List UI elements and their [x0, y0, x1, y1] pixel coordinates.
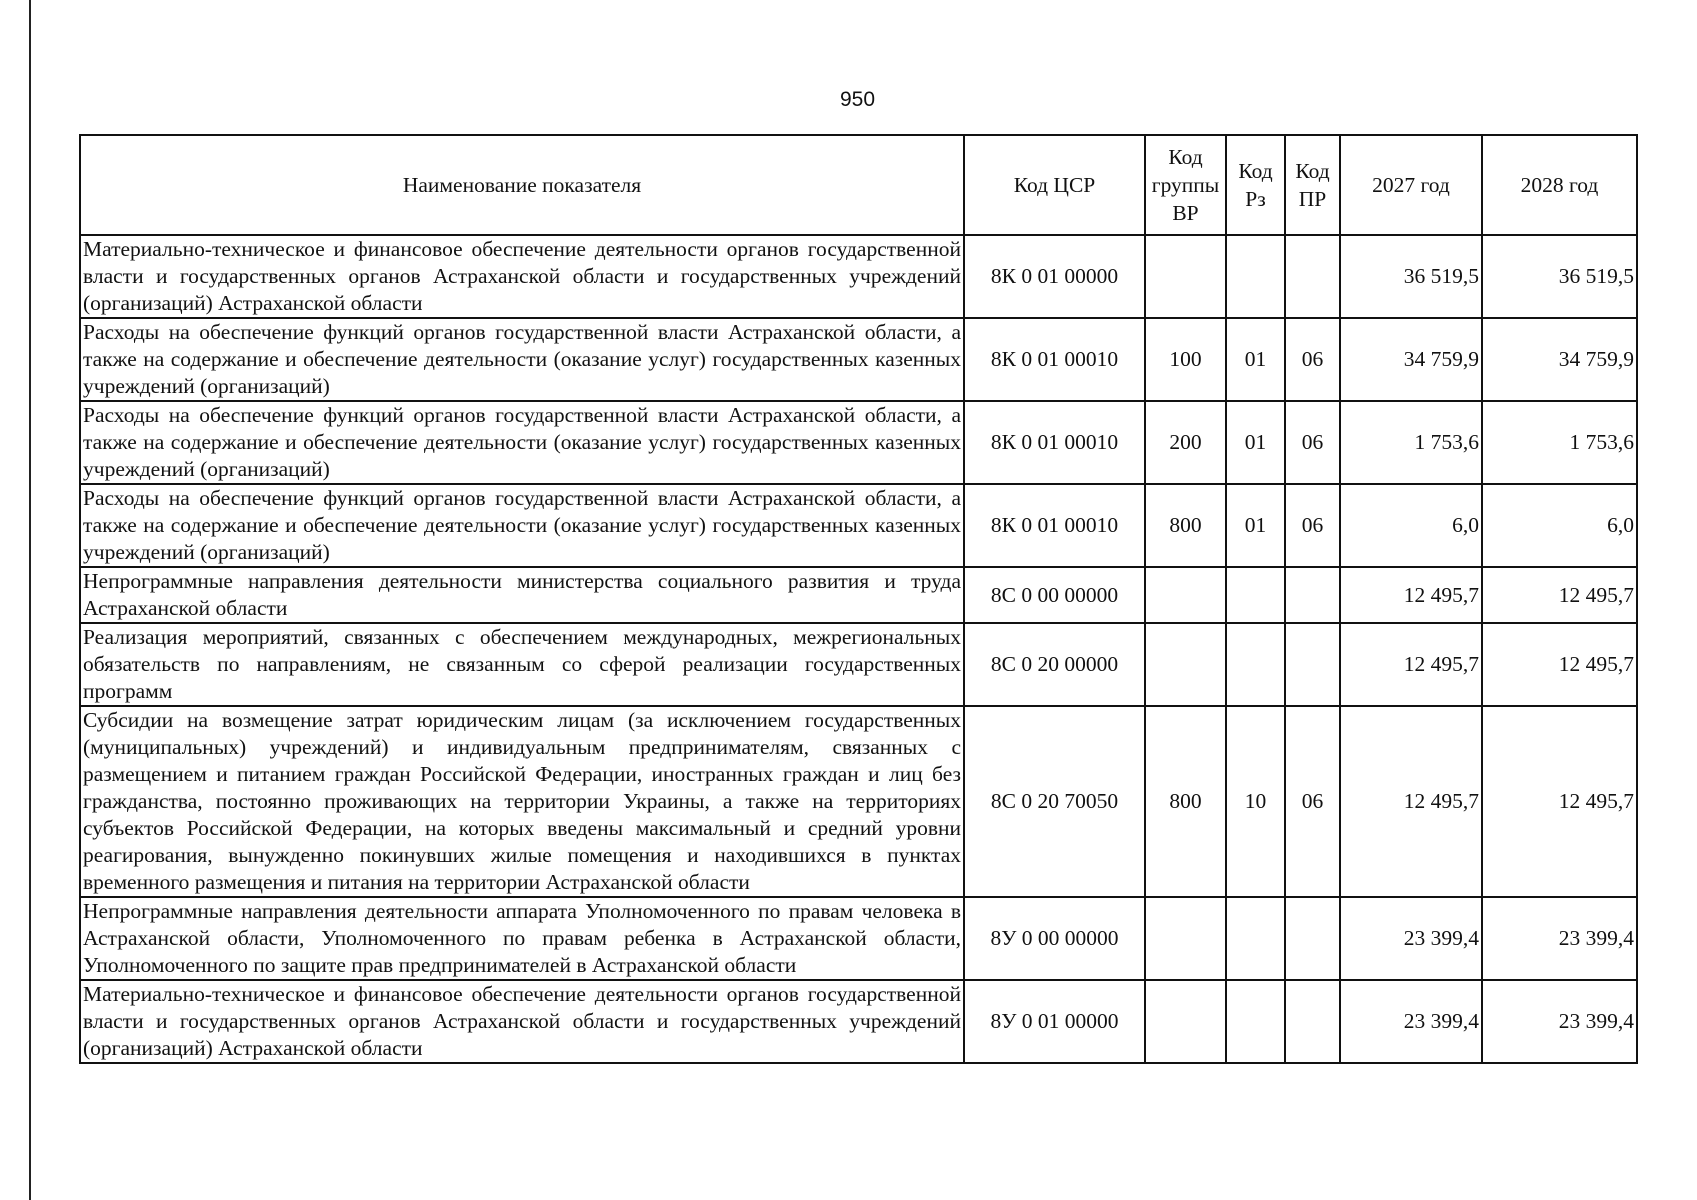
cell-pr [1285, 623, 1340, 706]
cell-2027: 36 519,5 [1340, 235, 1482, 318]
cell-rz: 01 [1226, 401, 1285, 484]
cell-2027: 23 399,4 [1340, 897, 1482, 980]
table-row [80, 401, 1637, 484]
cell-2028: 36 519,5 [1482, 235, 1637, 318]
cell-vr: 800 [1145, 484, 1226, 567]
cell-vr [1145, 980, 1226, 1063]
cell-name: Непрограммные направления деятельности аппарата Уполномоченного по правам человека в Астраханской области, Уполномоченного по правам ребенка в Астраханской области, Уполномоченного по защите прав предпринимателей в Астраханской области [80, 897, 964, 980]
cell-2027: 1 753,6 [1340, 401, 1482, 484]
cell-csr: 8К 0 01 00010 [964, 318, 1145, 401]
cell-vr: 100 [1145, 318, 1226, 401]
cell-rz: 01 [1226, 484, 1285, 567]
table-row [80, 484, 1637, 567]
cell-rz [1226, 235, 1285, 318]
table-row [80, 980, 1637, 1063]
cell-2027: 12 495,7 [1340, 706, 1482, 897]
cell-2027: 12 495,7 [1340, 623, 1482, 706]
table-row [80, 623, 1637, 706]
header-2027: 2027 год [1340, 135, 1482, 235]
cell-pr [1285, 897, 1340, 980]
page-margin-rule [29, 0, 31, 1200]
cell-vr: 800 [1145, 706, 1226, 897]
cell-name: Материально-техническое и финансовое обеспечение деятельности органов государственной власти и государственных органов Астраханской области и государственных учреждений (организаций) Астраханской области [80, 235, 964, 318]
cell-csr: 8С 0 20 70050 [964, 706, 1145, 897]
cell-name: Расходы на обеспечение функций органов государственной власти Астраханской области, а также на содержание и обеспечение деятельности (оказание услуг) государственных казенных учреждений (организаций) [80, 318, 964, 401]
table-row [80, 235, 1637, 318]
cell-rz [1226, 980, 1285, 1063]
cell-csr: 8К 0 01 00010 [964, 484, 1145, 567]
cell-csr: 8К 0 01 00000 [964, 235, 1145, 318]
header-pr: Код ПР [1285, 135, 1340, 235]
cell-vr [1145, 235, 1226, 318]
cell-rz [1226, 897, 1285, 980]
budget-table [79, 134, 1638, 1064]
cell-rz: 10 [1226, 706, 1285, 897]
cell-2028: 12 495,7 [1482, 567, 1637, 623]
cell-2027: 12 495,7 [1340, 567, 1482, 623]
table-row [80, 567, 1637, 623]
table-row [80, 318, 1637, 401]
cell-vr: 200 [1145, 401, 1226, 484]
cell-pr [1285, 980, 1340, 1063]
cell-csr: 8С 0 00 00000 [964, 567, 1145, 623]
table-row [80, 706, 1637, 897]
cell-2028: 23 399,4 [1482, 980, 1637, 1063]
cell-name: Субсидии на возмещение затрат юридическим лицам (за исключением государственных (муниципальных) учреждений) и индивидуальным предпринимателям, связанных с размещением и питанием граждан Российской Федерации, иностранных граждан и лиц без гражданства, постоянно проживающих на территории Украины, а также на территориях субъектов Российской Федерации, на которых введены максимальный и средний уровни реагирования, вынужденно покинувших жилые помещения и находившихся в пунктах временного размещения и питания на территории Астраханской области [80, 706, 964, 897]
cell-csr: 8С 0 20 00000 [964, 623, 1145, 706]
header-vr: Код группы ВР [1145, 135, 1226, 235]
cell-2028: 1 753,6 [1482, 401, 1637, 484]
cell-pr [1285, 235, 1340, 318]
header-csr: Код ЦСР [964, 135, 1145, 235]
cell-pr: 06 [1285, 484, 1340, 567]
cell-csr: 8У 0 01 00000 [964, 980, 1145, 1063]
table-row [80, 897, 1637, 980]
cell-rz [1226, 567, 1285, 623]
cell-name: Расходы на обеспечение функций органов государственной власти Астраханской области, а также на содержание и обеспечение деятельности (оказание услуг) государственных казенных учреждений (организаций) [80, 401, 964, 484]
cell-2027: 6,0 [1340, 484, 1482, 567]
cell-pr: 06 [1285, 401, 1340, 484]
cell-2028: 12 495,7 [1482, 623, 1637, 706]
cell-rz: 01 [1226, 318, 1285, 401]
cell-pr: 06 [1285, 706, 1340, 897]
header-name: Наименование показателя [80, 135, 964, 235]
cell-2028: 34 759,9 [1482, 318, 1637, 401]
cell-2028: 6,0 [1482, 484, 1637, 567]
page-number: 950 [839, 88, 876, 111]
cell-2028: 12 495,7 [1482, 706, 1637, 897]
cell-csr: 8У 0 00 00000 [964, 897, 1145, 980]
cell-vr [1145, 567, 1226, 623]
cell-vr [1145, 897, 1226, 980]
header-rz: Код Рз [1226, 135, 1285, 235]
table-header-row [80, 135, 1637, 235]
cell-2027: 34 759,9 [1340, 318, 1482, 401]
cell-name: Расходы на обеспечение функций органов государственной власти Астраханской области, а также на содержание и обеспечение деятельности (оказание услуг) государственных казенных учреждений (организаций) [80, 484, 964, 567]
cell-csr: 8К 0 01 00010 [964, 401, 1145, 484]
cell-name: Материально-техническое и финансовое обеспечение деятельности органов государственной власти и государственных органов Астраханской области и государственных учреждений (организаций) Астраханской области [80, 980, 964, 1063]
cell-name: Реализация мероприятий, связанных с обеспечением международных, межрегиональных обязательств по направлениям, не связанным со сферой реализации государственных программ [80, 623, 964, 706]
cell-vr [1145, 623, 1226, 706]
cell-pr [1285, 567, 1340, 623]
header-2028: 2028 год [1482, 135, 1637, 235]
cell-2028: 23 399,4 [1482, 897, 1637, 980]
cell-rz [1226, 623, 1285, 706]
cell-pr: 06 [1285, 318, 1340, 401]
cell-2027: 23 399,4 [1340, 980, 1482, 1063]
cell-name: Непрограммные направления деятельности министерства социального развития и труда Астраханской области [80, 567, 964, 623]
